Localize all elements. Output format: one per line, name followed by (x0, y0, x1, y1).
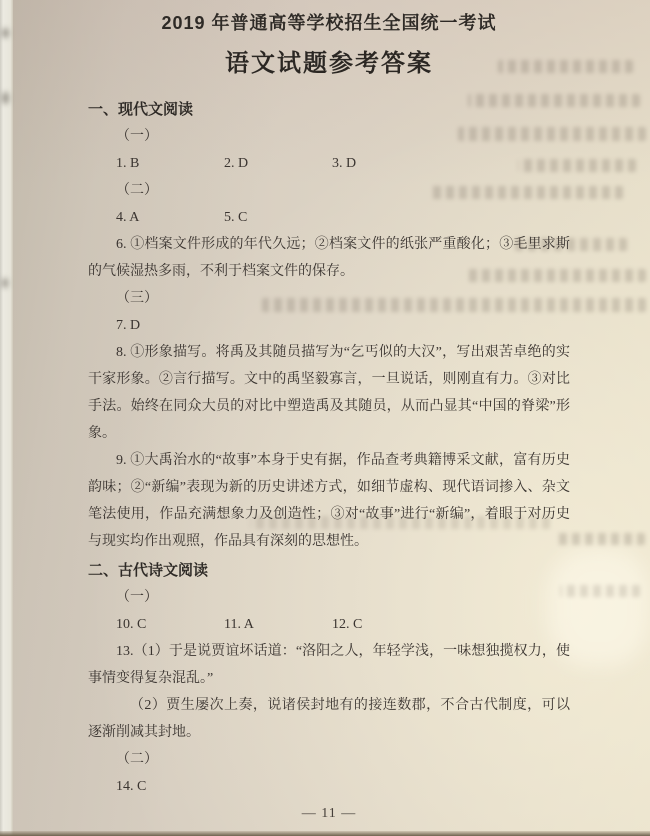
subsection-label: （二） (116, 752, 158, 767)
answer-row-4-5 (88, 204, 570, 231)
answer-6: 6. ①档案文件形成的年代久远；②档案文件的纸张严重酸化；③毛里求斯的气候湿热多雨，不利于档案文件的保存。 (88, 237, 570, 279)
subsection-label: （二） (116, 183, 158, 198)
answer-1: 1. B (116, 156, 140, 171)
answer-12: 12. C (332, 617, 363, 632)
answer-8: 8. ①形象描写。将禹及其随员描写为“乞丐似的大汉”，写出艰苦卓绝的实干家形象。②言行描写。文中的禹坚毅寡言，一旦说话，则刚直有力。③对比手法。始终在同众大员的对比中塑造禹及其随员，从而凸显其“中国的脊梁”形象。 (88, 345, 570, 441)
answer-11: 11. A (224, 617, 254, 632)
page-content (88, 6, 570, 827)
edge-smudge (2, 278, 8, 288)
answer-7: 7. D (116, 318, 141, 333)
subsection-label: （三） (116, 291, 158, 306)
answer-14: 14. C (116, 779, 147, 794)
answer-10: 10. C (116, 617, 147, 632)
section-2-heading: 二、古代诗文阅读 (88, 562, 209, 579)
answer-2: 2. D (224, 156, 249, 171)
answer-9: 9. ①大禹治水的“故事”本身于史有据，作品查考典籍博采文献，富有历史韵味；②“新编”表现为新的历史讲述方式，如细节虚构、现代语词掺入、杂文笔法使用，作品充满想象力及创造性；③对“故事”进行“新编”，着眼于对历史与现实均作出观照，作品具有深刻的思想性。 (88, 453, 570, 549)
answer-4: 4. A (116, 210, 140, 225)
answer-row-1-3 (88, 150, 570, 177)
edge-smudge (2, 92, 9, 104)
answer-row-10-12 (88, 611, 570, 638)
answer-13-part1: 13.（1）于是说贾谊坏话道：“洛阳之人，年轻学浅，一味想独揽权力，使事情变得复杂混乱。” (88, 644, 570, 686)
answer-5: 5. C (224, 210, 248, 225)
answer-13-part2: （2）贾生屡次上奏，说诸侯封地有的接连数郡，不合古代制度，可以逐渐削减其封地。 (88, 698, 570, 740)
page-left-edge (0, 0, 13, 836)
edge-smudge (2, 28, 9, 38)
subsection-label: （一） (116, 129, 158, 144)
exam-title: 2019 年普通高等学校招生全国统一考试 (161, 13, 497, 33)
page-title: 语文试题参考答案 (225, 50, 433, 77)
page-bottom-edge (0, 831, 650, 836)
section-1-heading: 一、现代文阅读 (88, 101, 194, 118)
page-number: — 11 — (301, 806, 357, 821)
answer-3: 3. D (332, 156, 357, 171)
bleedthrough-mark (560, 585, 640, 597)
subsection-label: （一） (116, 590, 158, 605)
